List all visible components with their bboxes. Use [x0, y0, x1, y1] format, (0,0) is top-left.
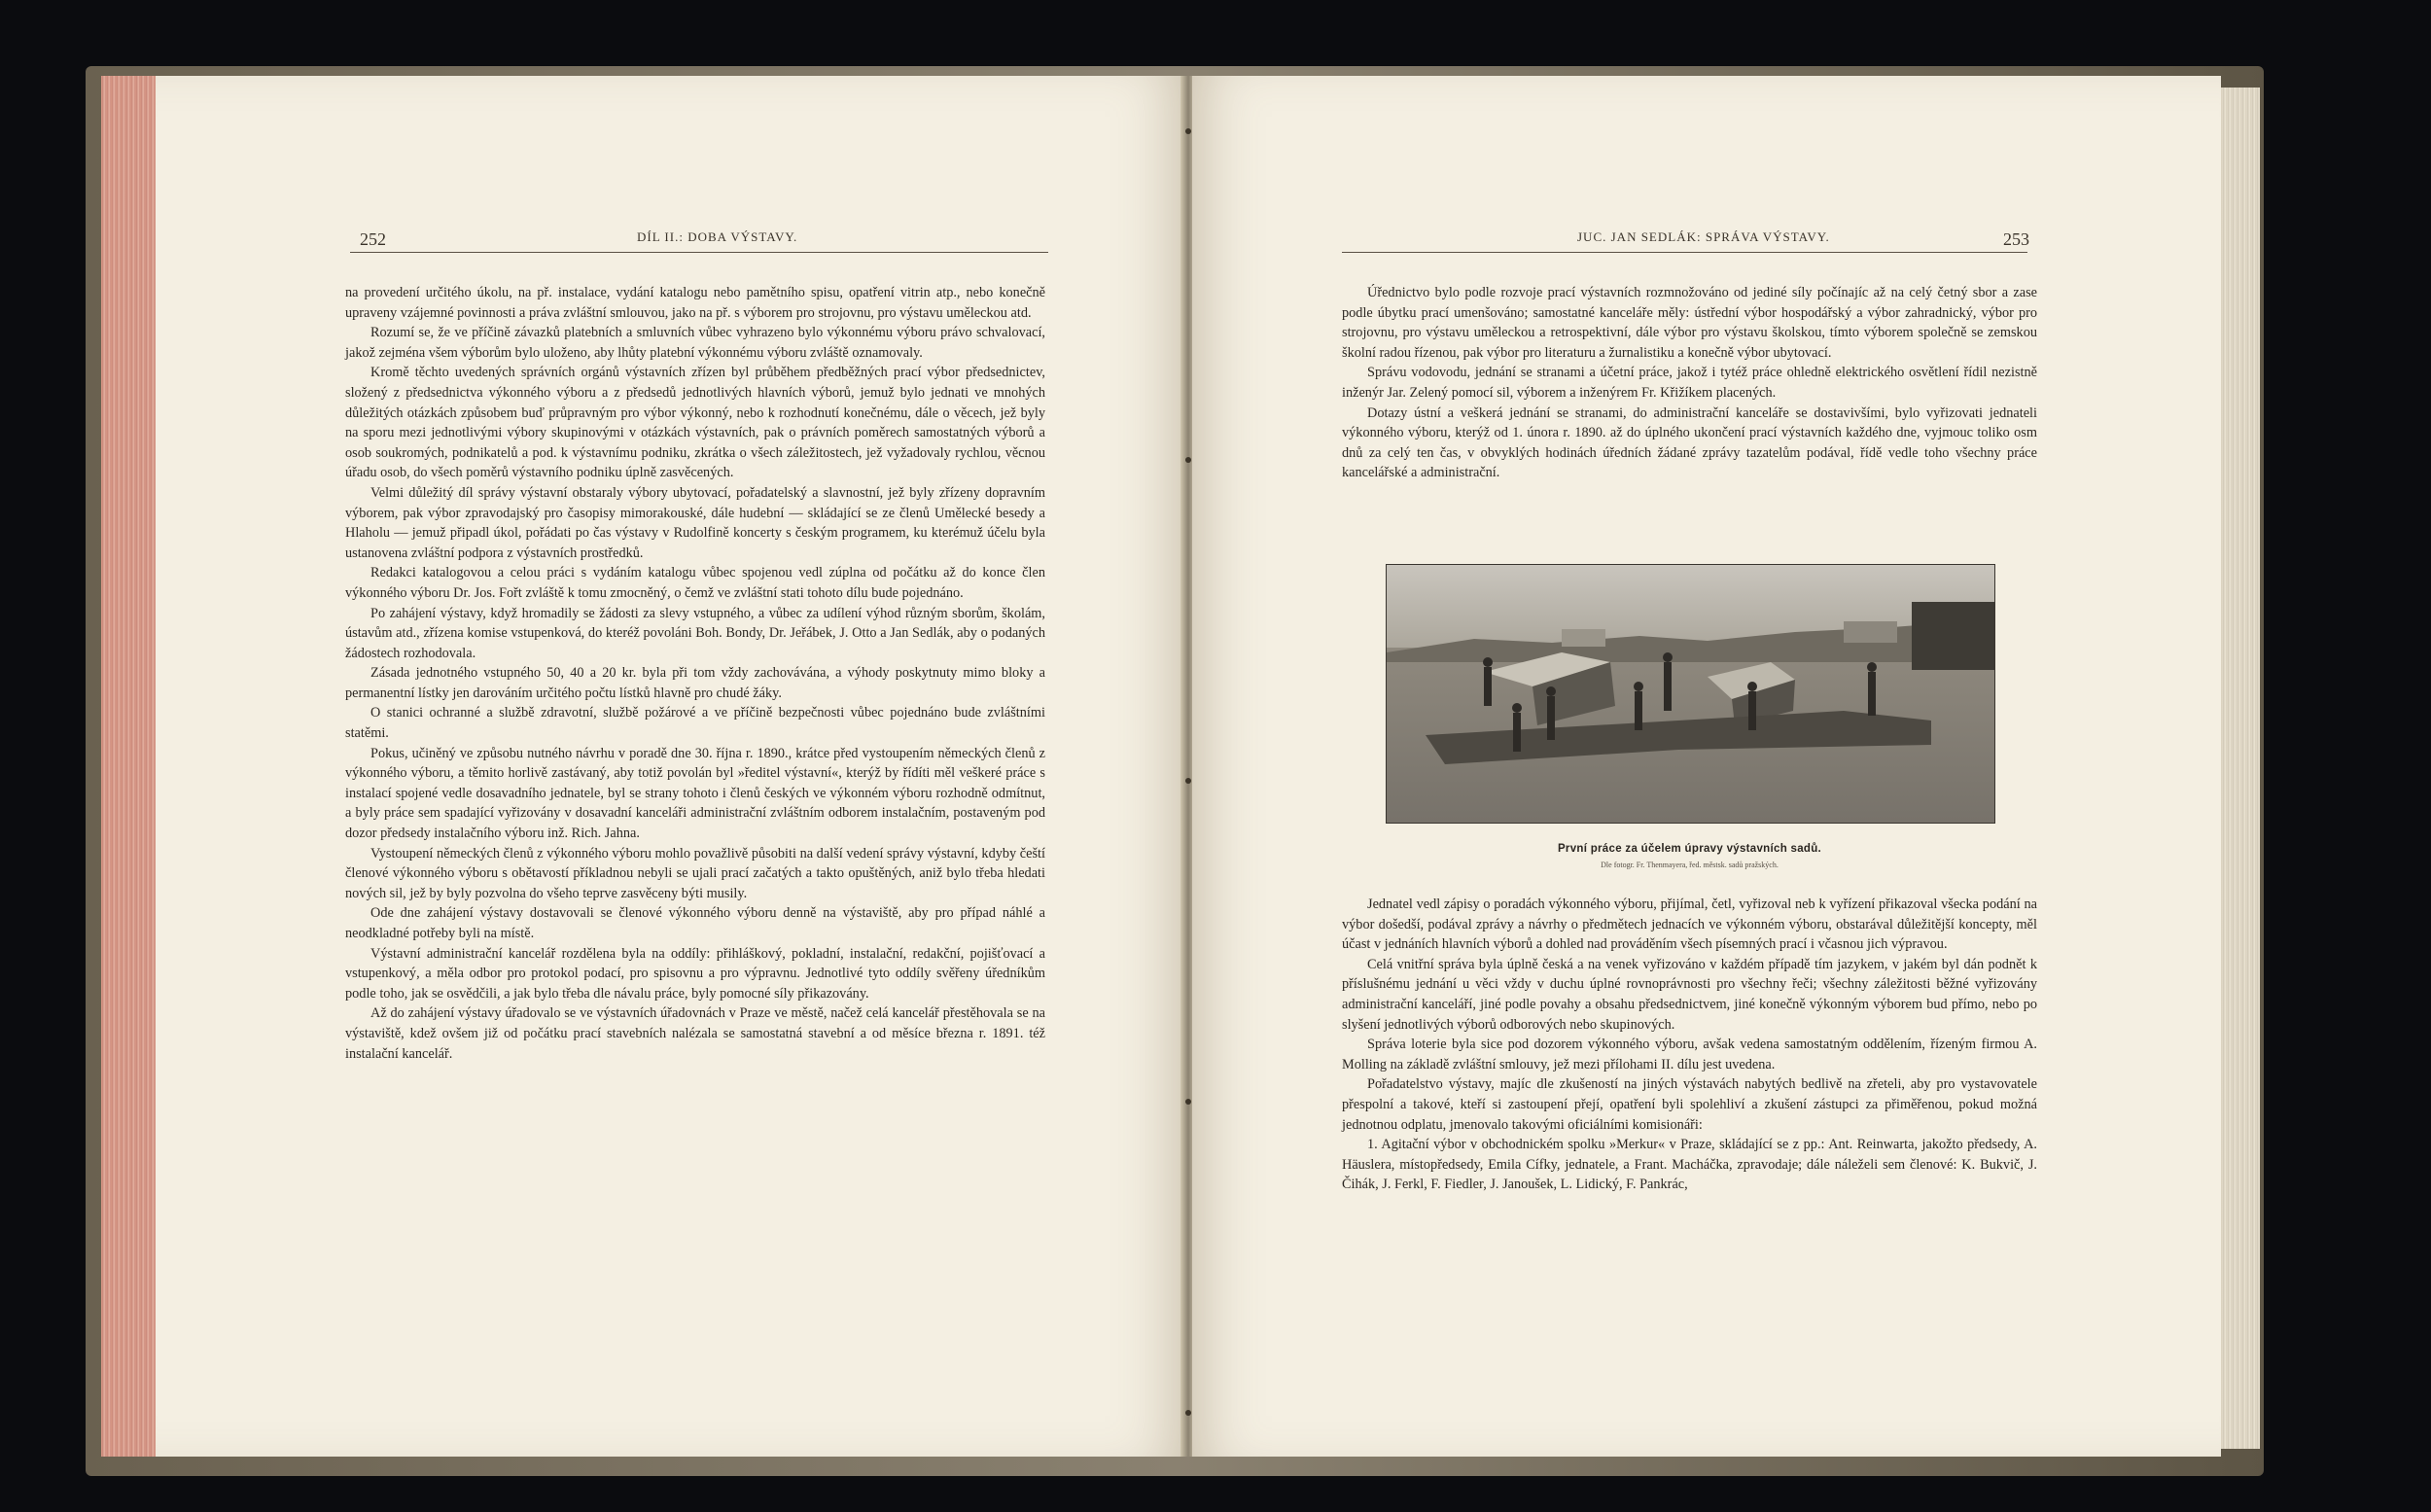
- left-running-head: DÍL II.: DOBA VÝSTAVY.: [637, 229, 798, 244]
- paragraph: Dotazy ústní a veškerá jednání se stranami, do administrační kanceláře se dostavivšími, bylo vyřizovati jednateli výkonného výboru, kterýž od 1. února r. 1890. až do úplného ukončení prací výstavních každého dne, vyjmouc toliko osm dnů za celý ten čas, v obvyklých hodinách úředních žádané zprávy tazatelům podával, řídě vedle toho všechny práce kancelářské a administrační.: [1342, 404, 2037, 481]
- paragraph: O stanici ochranné a službě zdravotní, službě požárové a ve příčině bezpečnosti vůbec pojednáno bude zvláštními statěmi.: [345, 705, 1045, 742]
- paragraph: Velmi důležitý díl správy výstavní obstaraly výbory ubytovací, pořadatelský a slavnostní, jež byly zřízeny dopravním výborem, pak výbor zpravodajský pro časopisy mimorakouské, dále hudební — skládající se ze členů Umělecké besedy a Hlaholu — jemuž připadl úkol, pořádati po čas výstavy v Rudolfině koncerty s českým programem, ku kterémuž účelu byla ustanovena zvláštní podpora z výstavních prostředků.: [345, 484, 1045, 561]
- right-text-column-bottom: [1342, 895, 2037, 1195]
- binding-stitch: [1185, 1099, 1191, 1105]
- figure-credit: Dle fotogr. Fr. Thenmayera, řed. městsk. sadů pražských.: [1601, 861, 1779, 869]
- right-running-head: JUC. JAN SEDLÁK: SPRÁVA VÝSTAVY.: [1577, 229, 1830, 244]
- paragraph: Zásada jednotného vstupného 50, 40 a 20 kr. byla při tom vždy zachovávána, a výhody poskytnuty mimo bloky a permanentní lístky jen darováním určitého počtu lístků hlavně pro chudé žáky.: [345, 665, 1045, 701]
- photo-illustration: [1387, 565, 1994, 823]
- paragraph: Úřednictvo bylo podle rozvoje prací výstavních rozmnožováno od jediné síly počínajíc až na celý četný sbor a zase podle úbytku prací umenšováno; samostatné kanceláře měly: ústřední výbor hospodářský a výbor zahradnický, výbor pro strojovnu, pro výstavu uměleckou a retrospektivní, dále výbor pro výstavu školskou, tímto výborem společně se zemskou školní radou řízenou, pak výbor pro literaturu a žurnalistiku a konečně výbor ubytovací.: [1342, 285, 2037, 361]
- right-text-column-top: [1342, 283, 2037, 483]
- paragraph: Kromě těchto uvedených správních orgánů výstavních zřízen byl průběhem předběžných prací výbor předsednictev, složený z předsednictva výkonného výboru a z předsedů jednotlivých hlavních výborů, jemuž bylo jednati ve mnohých důležitých otázkách způsobem buď průpravným pro výbor výkonný, nebo k rozhodnutí konečnému, dále o věcech, jež byly na sporu mezi jednotlivými výbory skupinovými v otázkách výstavních, pak o právních poměrech samostatných výborů a osob soukromých, podnikatelů a pod. k výstavnímu podniku, zkrátka o všech záležitostech, jež vyžadovaly rychlou, věcnou úřadu osob, do všech poměrů výstavního podniku úplně zasvěcených.: [345, 365, 1045, 481]
- binding-stitch: [1185, 778, 1191, 784]
- figure-caption: První práce za účelem úpravy výstavních sadů.: [1557, 843, 1822, 855]
- binding-stitch: [1185, 1410, 1191, 1416]
- paragraph: Správa loterie byla sice pod dozorem výkonného výboru, avšak vedena samostatným oddělením, řízeným firmou A. Molling na základě zvláštní smlouvy, jež mezi přílohami II. dílu jest uvedena.: [1342, 1037, 2037, 1072]
- left-header-rule: [350, 252, 1048, 253]
- binding-stitch: [1185, 128, 1191, 134]
- left-page-number: 252: [360, 229, 386, 249]
- binding-stitch: [1185, 457, 1191, 463]
- page-edges-left: [101, 76, 159, 1457]
- left-text-column: [345, 283, 1045, 1064]
- paragraph: Správu vodovodu, jednání se stranami a účetní práce, jakož i tytéž práce ohledně elektrického osvětlení řídil nezistně inženýr Jar. Zelený pomocí sil, výborem a inženýrem Fr. Křižíkem placených.: [1342, 365, 2037, 401]
- paragraph: Po zahájení výstavy, když hromadily se žádosti za slevy vstupného, a vůbec za udílení výhod různým sborům, školám, ústavům atd., zřízena komise vstupenková, do kteréž povoláni Boh. Bondy, Dr. Jeřábek, J. Otto a Jan Sedlák, aby o podaných žádostech rozhodovala.: [345, 605, 1045, 661]
- paragraph: Až do zahájení výstavy úřadovalo se ve výstavních úřadovnách v Praze ve městě, načež celá kancelář přestěhovala se na výstaviště, kdež ovšem již od počátku prací stavebních nalézala se samostatná stavební a od měsíce března r. 1891. též instalační kancelář.: [345, 1005, 1045, 1062]
- paragraph: Vystoupení německých členů z výkonného výboru mohlo považlivě působiti na další vedení správy výstavní, kdyby čeští členové výkonného výboru s obětavostí příkladnou nebyli se ujali prací začatých a takto opuštěných, aniž bylo třeba hledati nových sil, jež by byly pozvolna do všeho teprve zasvěceny býti musily.: [345, 845, 1045, 901]
- paragraph: Celá vnitřní správa byla úplně česká a na venek vyřizováno v každém případě tím jazykem, v jakém byl dán podnět k příslušnému jednání u věci vždy v duchu úplné rovnoprávnosti pro všechny řeči; všechny záležitosti běžné vyřizovány administrační kanceláří, jiné podle povahy a obsahu předsednictvem, jiné konečně výkonným výborem bud přímo, nebo po slyšení jednotlivých výborů odborových nebo skupinových.: [1342, 956, 2037, 1033]
- page-edges-right: [2217, 88, 2260, 1449]
- paragraph: 1. Agitační výbor v obchodnickém spolku »Merkur« v Praze, skládající se z pp.: Ant. Reinwarta, jakožto předsedy, A. Häuslera, místopředsedy, Emila Cífky, jednatele, a Frant. Macháčka, zpravodaje; dále náleželi sem členové: K. Bukvič, J. Čihák, J. Ferkl, F. Fiedler, J. Janoušek, L. Lidický, F. Pankrác,: [1342, 1137, 2037, 1193]
- paragraph: Rozumí se, že ve příčině závazků platebních a smluvních vůbec vyhrazeno bylo výkonnému výboru právo schvalovací, jakož zejména všem výborům bylo uloženo, aby lhůty platební výkonnému výboru zvláště oznamovaly.: [345, 325, 1045, 361]
- paragraph: Pokus, učiněný ve způsobu nutného návrhu v poradě dne 30. října r. 1890., krátce před vystoupením německých členů z výkonného výboru, a těmito horlivě zastávaný, aby totiž povolán byl »ředitel výstavní«, kterýž by řídíti měl veškeré práce s instalací spojené vedle dosavadního jednatele, byl se strany tohoto i členů českých ve výkonném výboru rozhodně odmítnut, a byly práce sem spadající vyřizovány v dosavadní kanceláři administrační zvláštním odborem instalačním, postaveným pod dozor předsedy instalačního výboru inž. Rich. Jahna.: [345, 745, 1045, 842]
- paragraph: Pořadatelstvo výstavy, majíc dle zkušeností na jiných výstavách nabytých bedlivě na zřeteli, aby pro vystavovatele přespolní a takové, kteří si zastoupení přejí, opatření byli spolehliví a zkušení zástupci za přiměřenou, pokud možná jednotnou odplatu, jmenovalo takovými oficiálními komisionáři:: [1342, 1076, 2037, 1133]
- paragraph: Výstavní administrační kancelář rozdělena byla na oddíly: přihláškový, pokladní, instalační, redakční, pojišťovací a vstupenkový, a měla odbor pro protokol podací, pro spisovnu a pro výpravnu. Jednotlivé tyto oddíly svěřeny úředníkům podle toho, jak se osvědčili, a jak bylo třeba dle návalu práce, byly pomocné síly přikazovány.: [345, 945, 1045, 1002]
- paragraph: Redakci katalogovou a celou práci s vydáním katalogu vůbec spojenou vedl zúplna od počátku až do konce člen výkonného výboru Dr. Jos. Fořt zvláště k tomu zmocněný, o čemž ve zvláštní stati tohoto dílu bude pojednáno.: [345, 565, 1045, 601]
- paragraph: Ode dne zahájení výstavy dostavovali se členové výkonného výboru denně na výstaviště, aby pro případ náhlé a neodkladné potřeby byli na místě.: [345, 905, 1045, 941]
- paragraph: na provedení určitého úkolu, na př. instalace, vydání katalogu nebo pamětního spisu, opatření vitrin atp., nebo konečně upraveny vzájemné povinnosti a práva zvláštní smlouvou, jako na př. s výborem pro strojovnu, pro výstavu uměleckou atd.: [345, 285, 1045, 321]
- paragraph: Jednatel vedl zápisy o poradách výkonného výboru, přijímal, četl, vyřizoval neb k vyřízení přikazoval všecka podání na výbor došedší, podával zprávy a návrhy o předmětech jednacích ve výkonném výboru, obstarával důležitější koncepty, měl účast v jednáních hlavních výborů a dohled nad prováděním všech písemných prací i včasnou jich výpravou.: [1342, 897, 2037, 953]
- right-header-rule: [1342, 252, 2027, 253]
- figure-photograph: [1386, 564, 1995, 824]
- right-page-number: 253: [2003, 229, 2029, 249]
